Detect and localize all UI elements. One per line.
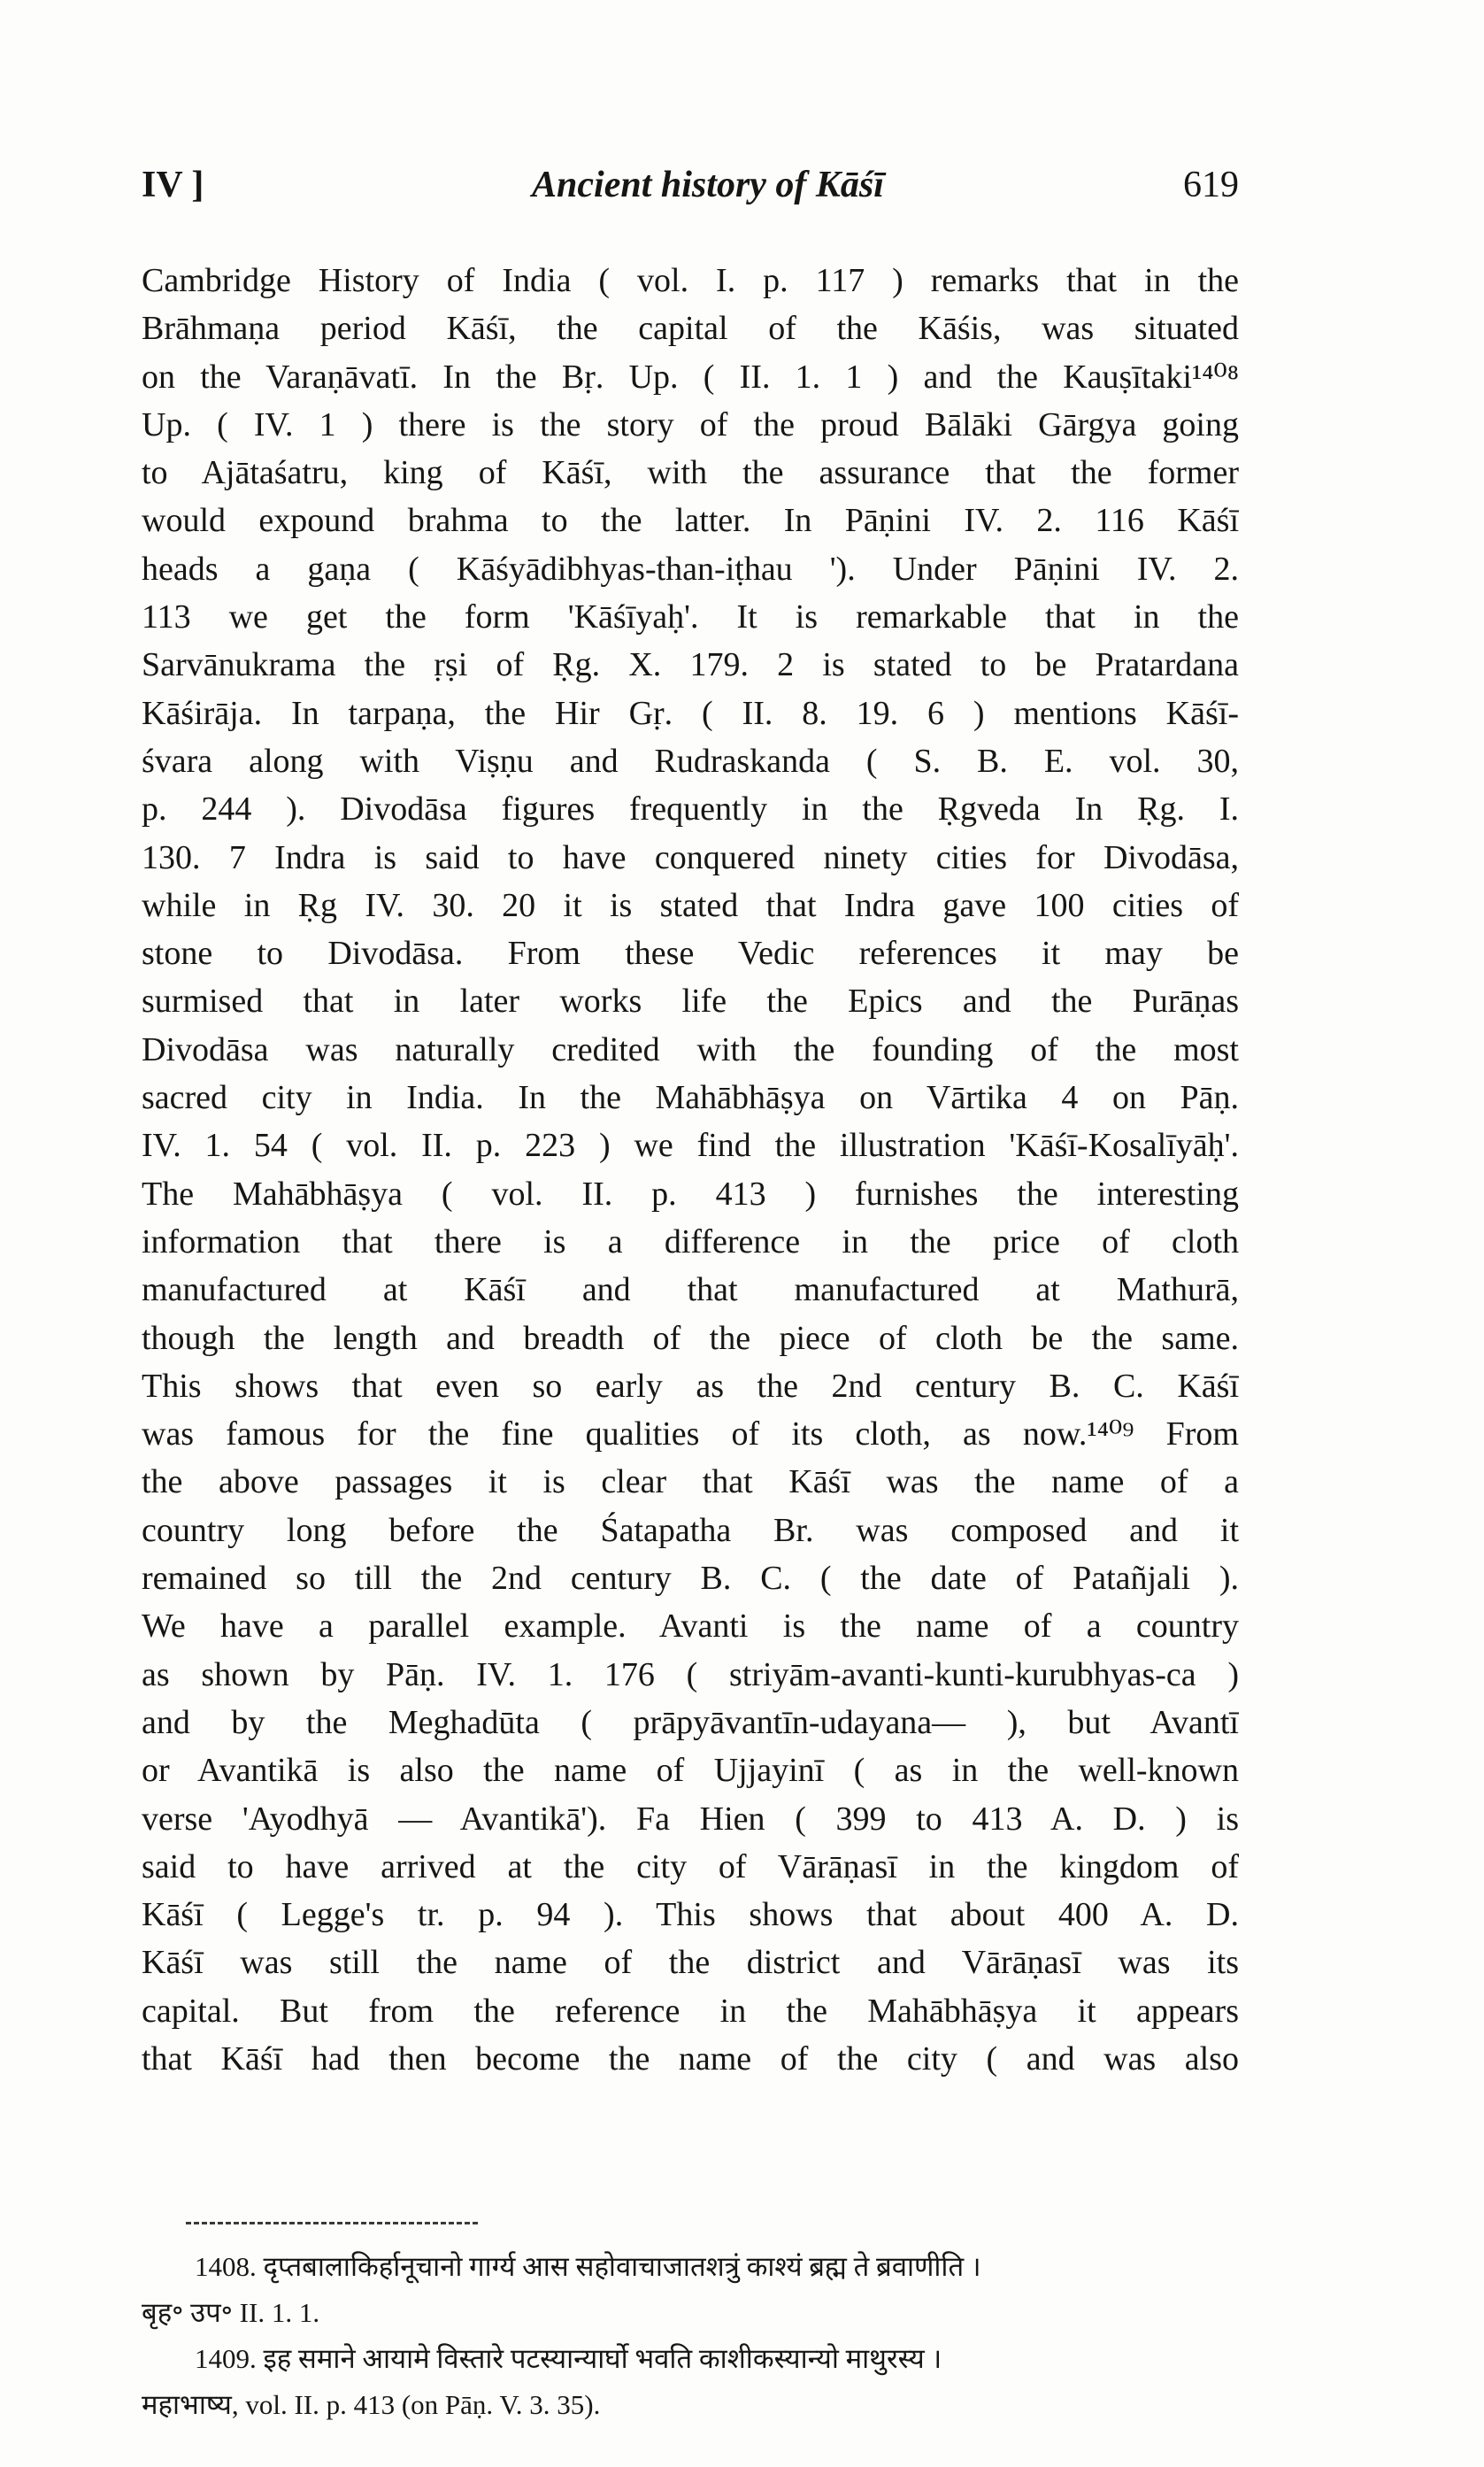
footnotes-block: [142, 2244, 1239, 2428]
text-line: The Mahābhāṣya ( vol. II. p. 413 ) furnishes the interesting: [142, 1175, 1239, 1213]
footnote-1409-line-1: 1409. इह समाने आयामे विस्तारे पटस्यान्यार्घो भवति काशीकस्यान्यो माथुरस्य ।: [195, 2343, 942, 2374]
text-line: p. 244 ). Divodāsa figures frequently in the Ṛgveda In Ṛg. I.: [142, 790, 1239, 829]
text-line: or Avantikā is also the name of Ujjayinī ( as in the well-known: [142, 1752, 1239, 1790]
page-number: 619: [1183, 165, 1239, 205]
text-line: as shown by Pāṇ. IV. 1. 176 ( striyām-avanti-kunti-kurubhyas-ca ): [142, 1655, 1239, 1693]
footnote-1409-line-2: महाभाष्य, vol. II. p. 413 (on Pāṇ. V. 3. 35).: [142, 2389, 601, 2420]
text-line: stone to Divodāsa. From these Vedic references it may be: [142, 935, 1239, 973]
text-line: Brāhmaṇa period Kāśī, the capital of the Kāśis, was situated: [142, 310, 1239, 348]
text-line: Sarvānukrama the ṛṣi of Ṛg. X. 179. 2 is stated to be Pratardana: [142, 646, 1239, 684]
text-line: was famous for the fine qualities of its cloth, as now.¹⁴⁰⁹ From: [142, 1415, 1239, 1453]
text-line: Kāśī ( Legge's tr. p. 94 ). This shows that about 400 A. D.: [142, 1896, 1239, 1934]
text-line: Kāśirāja. In tarpaṇa, the Hir Gṛ. ( II. 8. 19. 6 ) mentions Kāśī-: [142, 694, 1239, 732]
text-line: 130. 7 Indra is said to have conquered ninety cities for Divodāsa,: [142, 838, 1239, 876]
footnote-1408-line-2: बृह॰ उप॰ II. 1. 1.: [142, 2297, 320, 2328]
text-line: We have a parallel example. Avanti is the name of a country: [142, 1607, 1239, 1646]
text-line: surmised that in later works life the Epics and the Purāṇas: [142, 983, 1239, 1021]
text-line: Divodāsa was naturally credited with the founding of the most: [142, 1030, 1239, 1068]
text-line: that Kāśī had then become the name of the city ( and was also: [142, 2039, 1239, 2078]
text-line: the above passages it is clear that Kāśī was the name of a: [142, 1463, 1239, 1501]
text-line: verse 'Ayodhyā — Avantikā'). Fa Hien ( 399 to 413 A. D. ) is: [142, 1800, 1239, 1838]
text-line: capital. But from the reference in the Mahābhāṣya it appears: [142, 1992, 1239, 2030]
text-line: śvara along with Viṣṇu and Rudraskanda ( S. B. E. vol. 30,: [142, 742, 1239, 780]
running-header: [142, 164, 1239, 217]
text-line: manufactured at Kāśī and that manufactured at Mathurā,: [142, 1271, 1239, 1309]
text-line: 113 we get the form 'Kāśīyaḥ'. It is remarkable that in the: [142, 598, 1239, 636]
text-line: Kāśī was still the name of the district and Vārāṇasī was its: [142, 1944, 1239, 1982]
text-line: though the length and breadth of the piece of cloth be the same.: [142, 1319, 1239, 1357]
running-title: Ancient history of Kāśī: [532, 165, 884, 205]
footnote-1408-line-1: 1408. दृप्तबालाकिर्हानूचानो गार्ग्य आस सहोवाचाजातशत्रुं काश्यं ब्रह्म ते ब्रवाणीति ।: [195, 2251, 981, 2282]
text-line: sacred city in India. In the Mahābhāṣya on Vārtika 4 on Pāṇ.: [142, 1079, 1239, 1117]
text-line: Cambridge History of India ( vol. I. p. 117 ) remarks that in the: [142, 262, 1239, 299]
text-line: on the Varaṇāvatī. In the Bṛ. Up. ( II. 1. 1 ) and the Kauṣītaki¹⁴⁰⁸: [142, 358, 1239, 396]
text-line: IV. 1. 54 ( vol. II. p. 223 ) we find the illustration 'Kāśī-Kosalīyāḥ'.: [142, 1127, 1239, 1165]
text-line: remained so till the 2nd century B. C. ( the date of Patañjali ).: [142, 1560, 1239, 1598]
text-line: information that there is a difference in the price of cloth: [142, 1222, 1239, 1260]
main-text-block: [142, 257, 1239, 2083]
text-line: heads a gaṇa ( Kāśyādibhyas-than-iṭhau '). Under Pāṇini IV. 2.: [142, 550, 1239, 588]
text-line: and by the Meghadūta ( prāpyāvantīn-udayana— ), but Avantī: [142, 1703, 1239, 1741]
text-line: would expound brahma to the latter. In Pāṇini IV. 2. 116 Kāśī: [142, 502, 1239, 540]
text-line: while in Ṛg IV. 30. 20 it is stated that Indra gave 100 cities of: [142, 886, 1239, 924]
text-line: Up. ( IV. 1 ) there is the story of the proud Bālāki Gārgya going: [142, 405, 1239, 443]
text-line: to Ajātaśatru, king of Kāśī, with the assurance that the former: [142, 454, 1239, 492]
chapter-marker: IV ]: [142, 165, 204, 205]
text-line: said to have arrived at the city of Vārāṇasī in the kingdom of: [142, 1847, 1239, 1885]
footnote-separator: [186, 2222, 478, 2224]
text-line: country long before the Śatapatha Br. was composed and it: [142, 1511, 1239, 1549]
text-line: This shows that even so early as the 2nd century B. C. Kāśī: [142, 1367, 1239, 1405]
